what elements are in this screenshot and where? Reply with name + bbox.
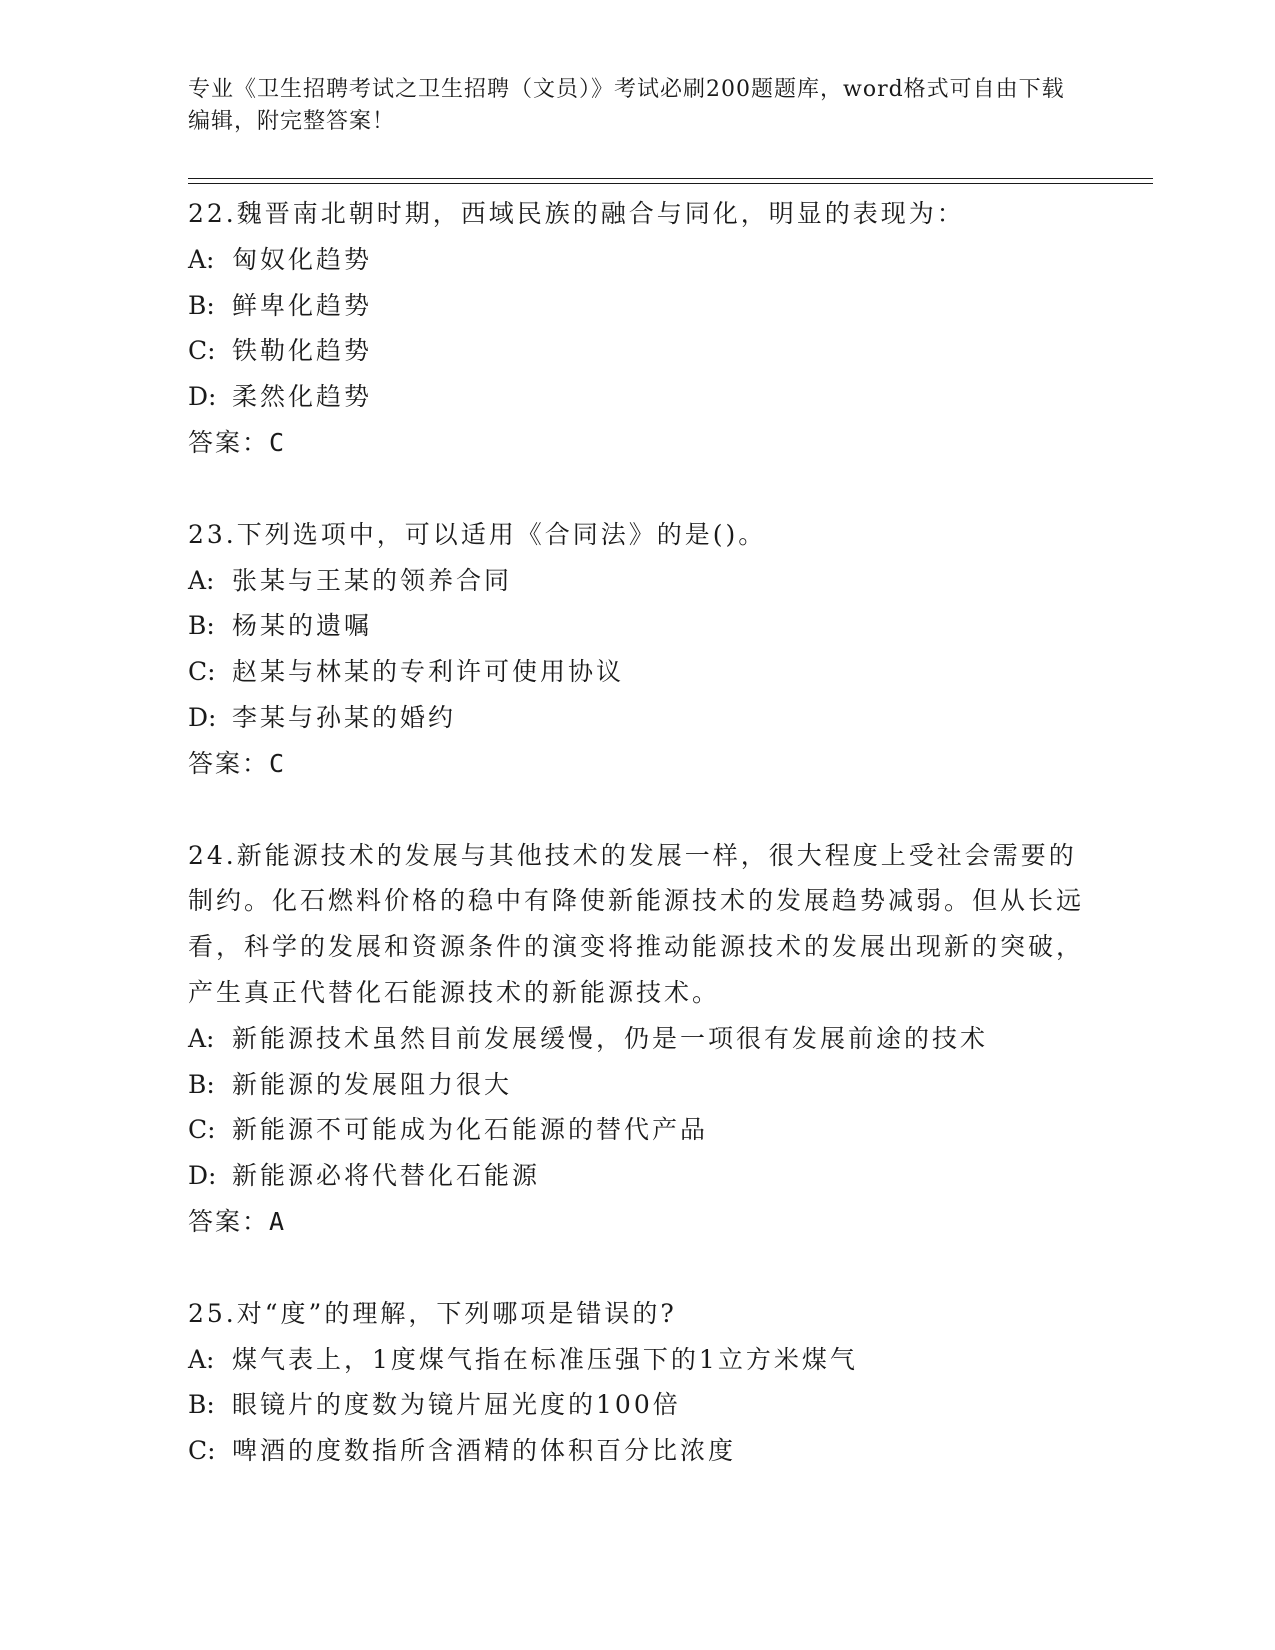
question-22 — [188, 191, 1088, 466]
option-text: 杨某的遗嘱 — [232, 611, 373, 641]
option-text: 铁勒化趋势 — [232, 336, 373, 366]
option-text: 柔然化趋势 — [232, 382, 373, 412]
option-text: 李某与孙某的婚约 — [232, 702, 457, 732]
option-b — [188, 1382, 1088, 1428]
option-text: 新能源不可能成为化石能源的替代产品 — [232, 1115, 709, 1145]
option-d — [188, 695, 1088, 741]
option-letter: D: — [188, 1161, 217, 1191]
option-a — [188, 558, 1088, 604]
question-text: 24.新能源技术的发展与其他技术的发展一样，很大程度上受社会需要的制约。化石燃料价格的稳中有降使新能源技术的发展趋势减弱。但从长远看，科学的发展和资源条件的演变将推动能源技术的发展出现新的突破，产生真正代替化石能源技术的新能源技术。 — [188, 840, 1085, 1007]
option-d — [188, 1153, 1088, 1199]
answer-label: 答案： — [188, 748, 270, 778]
option-text: 啤酒的度数指所含酒精的体积百分比浓度 — [232, 1436, 737, 1466]
answer-value: C — [269, 427, 285, 457]
option-b — [188, 1062, 1088, 1108]
option-letter: C: — [188, 657, 216, 687]
header-divider-bottom — [188, 183, 1153, 184]
answer-value: C — [269, 748, 285, 778]
answer-label: 答案： — [188, 1206, 270, 1236]
option-letter: D: — [188, 382, 217, 412]
question-text: 22.魏晋南北朝时期，西域民族的融合与同化，明显的表现为： — [188, 199, 965, 228]
option-text: 新能源必将代替化石能源 — [232, 1161, 541, 1191]
answer-line — [188, 1199, 1088, 1245]
answer-label: 答案： — [188, 427, 270, 457]
question-text: 23.下列选项中，可以适用《合同法》的是()。 — [188, 519, 767, 549]
option-text: 眼镜片的度数为镜片屈光度的100倍 — [232, 1390, 681, 1420]
question-25 — [188, 1291, 1088, 1474]
option-b — [188, 283, 1088, 329]
option-a — [188, 237, 1088, 283]
option-c — [188, 649, 1088, 695]
option-letter: A: — [188, 1344, 215, 1374]
option-c — [188, 328, 1088, 374]
option-letter: A: — [188, 244, 215, 274]
question-list — [188, 191, 1088, 1520]
option-letter: C: — [188, 1115, 216, 1145]
option-letter: A: — [188, 565, 215, 595]
option-text: 新能源技术虽然目前发展缓慢，仍是一项很有发展前途的技术 — [232, 1023, 989, 1053]
option-letter: B: — [188, 290, 215, 320]
answer-value: A — [269, 1206, 285, 1236]
option-a — [188, 1337, 1088, 1383]
question-24 — [188, 833, 1088, 1245]
option-letter: D: — [188, 702, 217, 732]
option-text: 煤气表上，1度煤气指在标准压强下的1立方米煤气 — [232, 1344, 858, 1374]
option-text: 鲜卑化趋势 — [232, 290, 373, 320]
option-c — [188, 1428, 1088, 1474]
option-letter: A: — [188, 1023, 215, 1053]
option-letter: B: — [188, 611, 215, 641]
option-a — [188, 1016, 1088, 1062]
option-text: 新能源的发展阻力很大 — [232, 1069, 513, 1099]
option-c — [188, 1107, 1088, 1153]
option-b — [188, 603, 1088, 649]
question-text: 25.对“度”的理解，下列哪项是错误的? — [188, 1298, 677, 1328]
header-divider-top — [188, 178, 1153, 179]
option-text: 赵某与林某的专利许可使用协议 — [232, 657, 625, 687]
option-text: 匈奴化趋势 — [232, 244, 373, 274]
option-letter: B: — [188, 1390, 215, 1420]
question-23 — [188, 512, 1088, 787]
option-d — [188, 374, 1088, 420]
answer-line — [188, 420, 1088, 466]
option-letter: B: — [188, 1069, 215, 1099]
option-letter: C: — [188, 1436, 216, 1466]
document-header: 专业《卫生招聘考试之卫生招聘（文员）》考试必刷200题题库，word格式可自由下载编辑，附完整答案！ — [188, 77, 1065, 134]
answer-line — [188, 741, 1088, 787]
option-text: 张某与王某的领养合同 — [232, 565, 513, 595]
option-letter: C: — [188, 336, 216, 366]
